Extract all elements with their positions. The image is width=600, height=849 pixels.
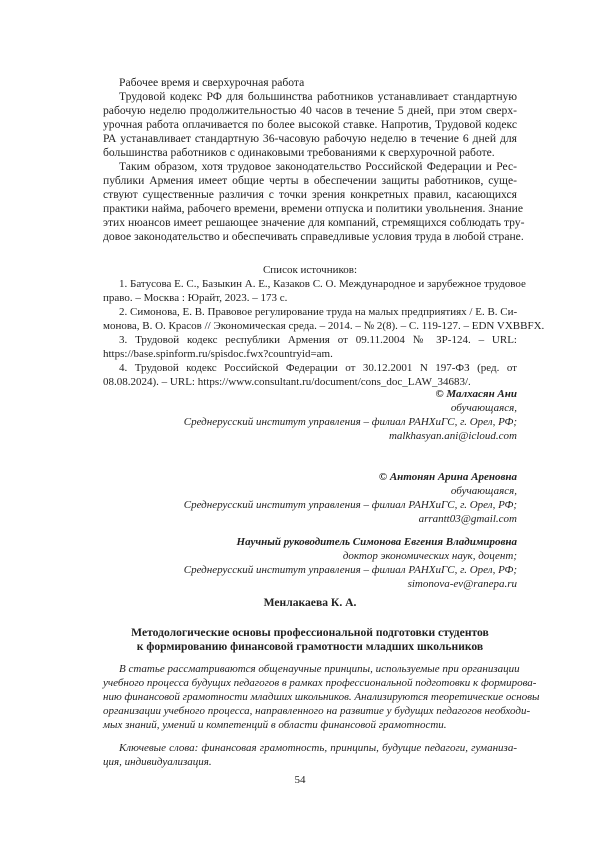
text-line: РА устанавливает стандартную 36-часовую рабочую неделю в течение 6 дней для (103, 132, 517, 146)
author-affiliation: Среднерусский институт управления – филиал РАНХиГС, г. Орел, РФ; (103, 415, 517, 429)
article-abstract (103, 662, 517, 769)
author-email: malkhasyan.ani@icloud.com (103, 429, 517, 443)
article-title-line: к формированию финансовой грамотности младших школьников (103, 640, 517, 654)
text-line: Трудовой кодекс РФ для большинства работников устанавливает стандартную (103, 90, 517, 104)
article-author: Менлакаева К. А. (103, 596, 517, 610)
text-line: довое законодательство и обеспечивать справедливые условия труда в любой стране. (103, 230, 517, 244)
supervisor-affiliation: Среднерусский институт управления – филиал РАНХиГС, г. Орел, РФ; (103, 563, 517, 577)
article-title-line: Методологические основы профессиональной подготовки студентов (103, 626, 517, 640)
author-status: обучающаяся, (103, 401, 517, 415)
text-line: ствуют существенные различия с точки зрения конкретных правил, касающихся (103, 188, 517, 202)
source-line: 2. Симонова, Е. В. Правовое регулирование труда на малых предприятиях / Е. В. Си- (103, 305, 517, 319)
author-name: © Антонян Арина Ареновна (103, 470, 517, 484)
abstract-line: нию финансовой грамотности младших школьников. Анализируются теоретические основы (103, 690, 517, 704)
text-line: большинства работников с одинаковыми требованиями к сверхурочной работе. (103, 146, 517, 160)
section-body (103, 76, 517, 244)
text-line: урочная работа оплачивается по более высокой ставке. Напротив, Трудовой кодекс (103, 118, 517, 132)
source-line: 1. Батусова Е. С., Базыкин А. Е., Казаков С. О. Международное и зарубежное трудовое (103, 277, 517, 291)
source-line: 4. Трудовой кодекс Российской Федерации от 30.12.2001 N 197-ФЗ (ред. от (103, 361, 517, 375)
text-line: практики найма, рабочего времени, времени отпуска и политики увольнения. Знание (103, 202, 517, 216)
page-number: 54 (0, 774, 600, 786)
text-line: этих нюансов имеет решающее значение для компаний, стремящихся соблюдать тру- (103, 216, 517, 230)
keywords-line: Ключевые слова: финансовая грамотность, принципы, будущие педагоги, гуманиза- (103, 741, 517, 755)
author-affiliation: Среднерусский институт управления – филиал РАНХиГС, г. Орел, РФ; (103, 498, 517, 512)
abstract-line: В статье рассматриваются общенаучные принципы, используемые при организации (103, 662, 517, 676)
sources-list (103, 263, 517, 389)
source-line: https://base.spinform.ru/spisdoc.fwx?countryid=am. (103, 347, 517, 361)
sources-title: Список источников: (103, 263, 517, 277)
author-email: arrantt03@gmail.com (103, 512, 517, 526)
author-block (103, 387, 517, 443)
source-line: 3. Трудовой кодекс республики Армения от 09.11.2004 № ЗР-124. – URL: (103, 333, 517, 347)
author-block (103, 470, 517, 526)
abstract-line: учебного процесса будущих педагогов в рамках профессиональной подготовки к формирова- (103, 676, 517, 690)
text-line: Таким образом, хотя трудовое законодательство Российской Федерации и Рес- (103, 160, 517, 174)
supervisor-email: simonova-ev@ranepa.ru (103, 577, 517, 591)
author-status: обучающаяся, (103, 484, 517, 498)
article-header (103, 596, 517, 654)
author-name: © Малхасян Ани (103, 387, 517, 401)
text-line: рабочую неделю продолжительностью 40 часов в течение 5 дней, при этом сверх- (103, 104, 517, 118)
supervisor-name: Научный руководитель Симонова Евгения Владимировна (103, 535, 517, 549)
abstract-line: мых знаний, умений и компетенций в области финансовой грамотности. (103, 718, 517, 732)
text-line: публики Армения имеет общие черты в обеспечении защиты работников, суще- (103, 174, 517, 188)
keywords-line: ция, индивидуализация. (103, 755, 517, 769)
source-line: право. – Москва : Юрайт, 2023. – 173 с. (103, 291, 517, 305)
supervisor-block (103, 535, 517, 591)
supervisor-degree: доктор экономических наук, доцент; (103, 549, 517, 563)
section-heading: Рабочее время и сверхурочная работа (103, 76, 517, 90)
source-line: монова, В. О. Красов // Экономическая среда. – 2014. – № 2(8). – С. 119-127. – EDN VXBBFX. (103, 319, 517, 333)
source-line: 08.08.2024). – URL: https://www.consultant.ru/document/cons_doc_LAW_34683/. (103, 375, 517, 389)
abstract-line: организации учебного процесса, направленного на развитие у будущих педагогов необходи- (103, 704, 517, 718)
